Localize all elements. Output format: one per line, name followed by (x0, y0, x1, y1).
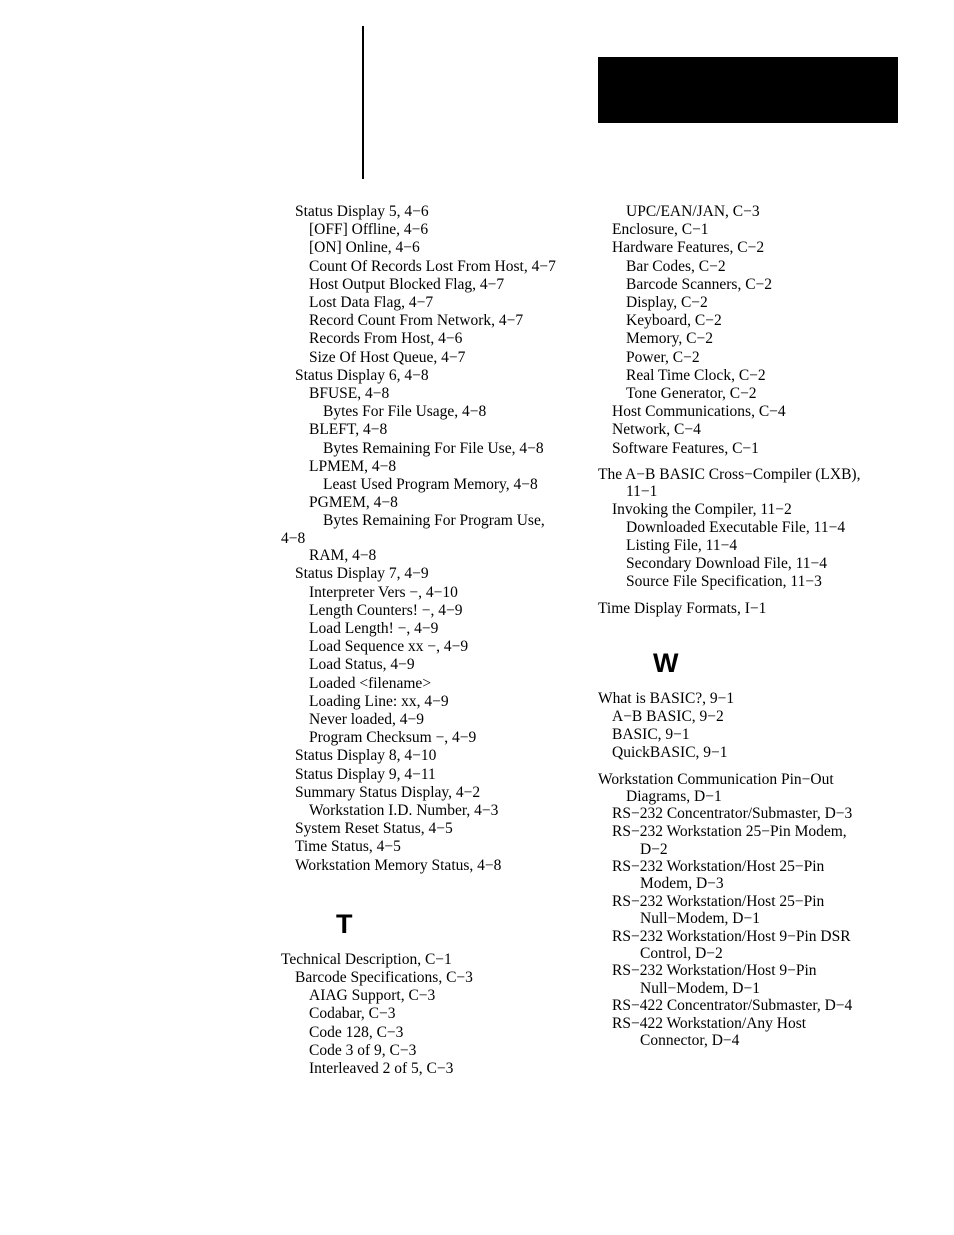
index-entry: Bytes For File Usage, 4−8 (323, 403, 487, 421)
index-entry: RS−422 Workstation/Any Host (612, 1015, 807, 1033)
vertical-rule (362, 26, 364, 179)
index-entry: Summary Status Display, 4−2 (295, 783, 481, 801)
index-entry: Hardware Features, C−2 (612, 239, 765, 257)
index-entry: UPC/EAN/JAN, C−3 (626, 203, 760, 220)
index-entry: Barcode Scanners, C−2 (626, 275, 773, 293)
index-entry-continuation: 11−1 (626, 483, 658, 501)
index-entry: BFUSE, 4−8 (309, 385, 390, 403)
index-entry-continuation: Diagrams, D−1 (626, 787, 722, 805)
index-entry: RS−232 Workstation/Host 25−Pin (612, 858, 825, 876)
index-entry: Memory, C−2 (626, 330, 713, 348)
index-entry: BLEFT, 4−8 (309, 421, 388, 439)
index-entry: Workstation I.D. Number, 4−3 (309, 802, 499, 819)
index-entry: What is BASIC?, 9−1 (598, 689, 735, 707)
index-entry-continuation: 4−8 (281, 529, 306, 547)
index-entry: Lost Data Flag, 4−7 (309, 294, 434, 312)
index-entry: Load Sequence xx −, 4−9 (309, 638, 469, 656)
index-entry: Display, C−2 (626, 294, 708, 312)
index-entry: Code 3 of 9, C−3 (309, 1041, 417, 1059)
index-entry: Network, C−4 (612, 421, 701, 439)
index-entry: Interleaved 2 of 5, C−3 (309, 1060, 454, 1078)
index-entry: Time Status, 4−5 (295, 838, 401, 856)
index-entry-continuation: Modem, D−3 (640, 875, 724, 893)
index-entry: Software Features, C−1 (612, 439, 759, 457)
entry-group-gap (598, 458, 908, 466)
index-entry: Program Checksum −, 4−9 (309, 729, 477, 747)
index-list-w (598, 690, 908, 1050)
index-column-right (598, 203, 908, 1050)
index-entry: RS−232 Workstation 25−Pin Modem, (612, 823, 847, 841)
index-entry: Loading Line: xx, 4−9 (309, 692, 449, 710)
index-entry: Tone Generator, C−2 (626, 385, 757, 403)
index-entry: [ON] Online, 4−6 (309, 239, 420, 257)
index-entry: Workstation Communication Pin−Out (598, 770, 834, 788)
index-entry: Bytes Remaining For File Use, 4−8 (323, 439, 544, 457)
index-entry: Status Display 5, 4−6 (295, 203, 429, 220)
index-entry: RS−232 Workstation/Host 9−Pin (612, 962, 817, 980)
index-entry: Never loaded, 4−9 (309, 710, 425, 728)
index-entry: RAM, 4−8 (309, 547, 377, 565)
index-entry: Code 128, C−3 (309, 1023, 404, 1041)
index-entry: RS−232 Workstation/Host 25−Pin (612, 892, 825, 910)
index-entry: Time Display Formats, I−1 (598, 599, 767, 617)
index-entry: Status Display 9, 4−11 (295, 765, 436, 783)
index-entry: Status Display 8, 4−10 (295, 747, 437, 765)
index-entry: [OFF] Offline, 4−6 (309, 221, 429, 239)
index-entry: Load Status, 4−9 (309, 656, 415, 674)
index-entry: Record Count From Network, 4−7 (309, 312, 524, 330)
index-entry: PGMEM, 4−8 (309, 494, 398, 512)
index-entry: Invoking the Compiler, 11−2 (612, 500, 792, 518)
index-entry-continuation: D−2 (640, 840, 668, 858)
index-entry: Power, C−2 (626, 348, 700, 366)
index-entry-continuation: Connector, D−4 (640, 1032, 740, 1050)
index-entry: System Reset Status, 4−5 (295, 820, 453, 838)
index-entry: Records From Host, 4−6 (309, 330, 463, 348)
index-entry: Enclosure, C−1 (612, 221, 709, 239)
index-entry: Barcode Specifications, C−3 (295, 969, 473, 987)
index-entry: RS−422 Concentrator/Submaster, D−4 (612, 997, 853, 1014)
index-entry: Loaded <filename> (309, 674, 432, 692)
index-entry: Interpreter Vers −, 4−10 (309, 583, 458, 601)
index-entry: Bar Codes, C−2 (626, 257, 726, 275)
index-entry: Listing File, 11−4 (626, 536, 738, 554)
index-entry: Secondary Download File, 11−4 (626, 555, 828, 573)
section-letter-t: T (336, 908, 353, 939)
entry-group-gap (598, 763, 908, 771)
index-entry-continuation: Null−Modem, D−1 (640, 910, 760, 928)
index-entry: Technical Description, C−1 (281, 950, 452, 968)
index-entry: Source File Specification, 11−3 (626, 573, 822, 591)
index-entry: Downloaded Executable File, 11−4 (626, 518, 846, 536)
index-entry: Status Display 7, 4−9 (295, 565, 429, 583)
index-entry-continuation: Control, D−2 (640, 944, 723, 962)
index-entry: The A−B BASIC Cross−Compiler (LXB), (598, 465, 861, 483)
index-entry: Length Counters! −, 4−9 (309, 601, 463, 619)
index-entry: Workstation Memory Status, 4−8 (295, 856, 502, 874)
index-entry: Keyboard, C−2 (626, 312, 722, 330)
index-entry: RS−232 Workstation/Host 9−Pin DSR (612, 927, 851, 945)
entry-group-gap (598, 592, 908, 600)
index-entry: Load Length! −, 4−9 (309, 619, 439, 637)
index-entry-continuation: Null−Modem, D−1 (640, 979, 760, 997)
index-list-t (281, 951, 596, 1078)
index-entry: Status Display 6, 4−8 (295, 366, 429, 384)
index-entry: Least Used Program Memory, 4−8 (323, 476, 538, 494)
index-entry: Codabar, C−3 (309, 1005, 396, 1023)
thumb-tab (598, 57, 898, 123)
index-entry: Host Communications, C−4 (612, 403, 786, 421)
index-entry: BASIC, 9−1 (612, 726, 690, 744)
index-entry: Bytes Remaining For Program Use, (323, 512, 545, 530)
index-entry: A−B BASIC, 9−2 (612, 707, 724, 725)
index-entry: RS−232 Concentrator/Submaster, D−3 (612, 805, 853, 823)
section-letter-w: W (653, 647, 679, 678)
index-entry: LPMEM, 4−8 (309, 457, 397, 475)
index-entry: Host Output Blocked Flag, 4−7 (309, 275, 505, 293)
index-entry: AIAG Support, C−3 (309, 987, 436, 1005)
index-entry: Real Time Clock, C−2 (626, 366, 766, 384)
index-column-left (281, 203, 596, 1078)
index-entry: QuickBASIC, 9−1 (612, 744, 728, 762)
index-list-s-continued (281, 203, 596, 875)
index-list-t-continued (598, 203, 908, 618)
index-entry: Count Of Records Lost From Host, 4−7 (309, 257, 556, 275)
index-entry: Size Of Host Queue, 4−7 (309, 348, 466, 366)
